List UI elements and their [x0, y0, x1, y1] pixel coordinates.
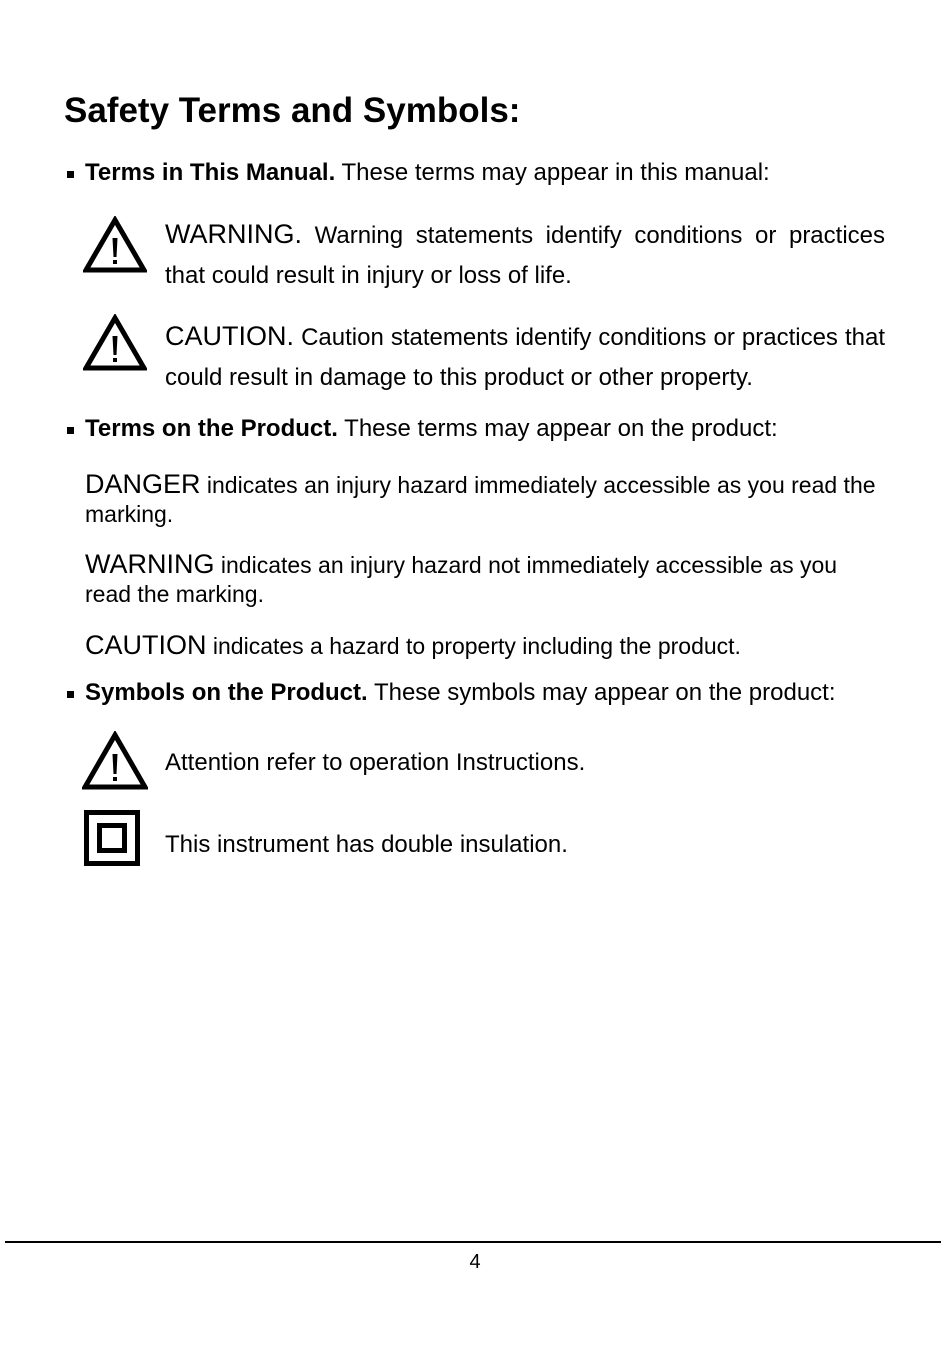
manual-terms-heading: Terms in This Manual. — [85, 159, 336, 186]
product-symbols-intro: These symbols may appear on the product: — [367, 679, 836, 706]
attention-symbol-text: Attention refer to operation Instructions. — [165, 749, 586, 776]
product-terms-heading-line — [85, 414, 778, 444]
danger-term — [85, 470, 885, 529]
page-title: Safety Terms and Symbols: — [64, 91, 521, 130]
product-symbols-heading: Symbols on the Product. — [85, 679, 368, 706]
product-symbols-heading-line — [85, 678, 836, 708]
product-terms-intro: These terms may appear on the product: — [337, 415, 778, 442]
caution-text: Caution statements identify conditions or practices that could result in damage to this product or other property. — [165, 324, 885, 391]
danger-text: indicates an injury hazard immediately accessible as you read the marking. — [85, 472, 876, 527]
caution-text: indicates a hazard to property including the product. — [206, 633, 741, 659]
warning-triangle-icon — [82, 731, 148, 791]
caution-keyword: CAUTION. — [165, 321, 295, 351]
bullet-square — [67, 691, 74, 698]
caution-term — [85, 631, 885, 661]
danger-keyword: DANGER — [85, 469, 201, 499]
double-insulation-symbol-text: This instrument has double insulation. — [165, 831, 568, 858]
manual-caution-statement — [165, 316, 885, 398]
double-insulation-icon — [84, 810, 140, 866]
warning-keyword: WARNING — [85, 549, 215, 579]
warning-triangle-icon — [83, 216, 147, 274]
warning-term — [85, 550, 885, 609]
bullet-square — [67, 427, 74, 434]
product-terms-heading: Terms on the Product. — [85, 415, 338, 442]
manual-warning-statement — [165, 214, 885, 296]
manual-terms-heading-line — [85, 158, 770, 188]
warning-keyword: WARNING. — [165, 219, 302, 249]
warning-text: Warning statements identify conditions or practices that could result in injury or loss of life. — [165, 222, 885, 289]
footer-divider — [5, 1241, 941, 1243]
caution-keyword: CAUTION — [85, 630, 207, 660]
page-number: 4 — [469, 1251, 481, 1273]
warning-text: indicates an injury hazard not immediately accessible as you read the marking. — [85, 552, 838, 607]
manual-terms-intro: These terms may appear in this manual: — [335, 159, 770, 186]
bullet-square — [67, 171, 74, 178]
warning-triangle-icon — [83, 314, 147, 372]
